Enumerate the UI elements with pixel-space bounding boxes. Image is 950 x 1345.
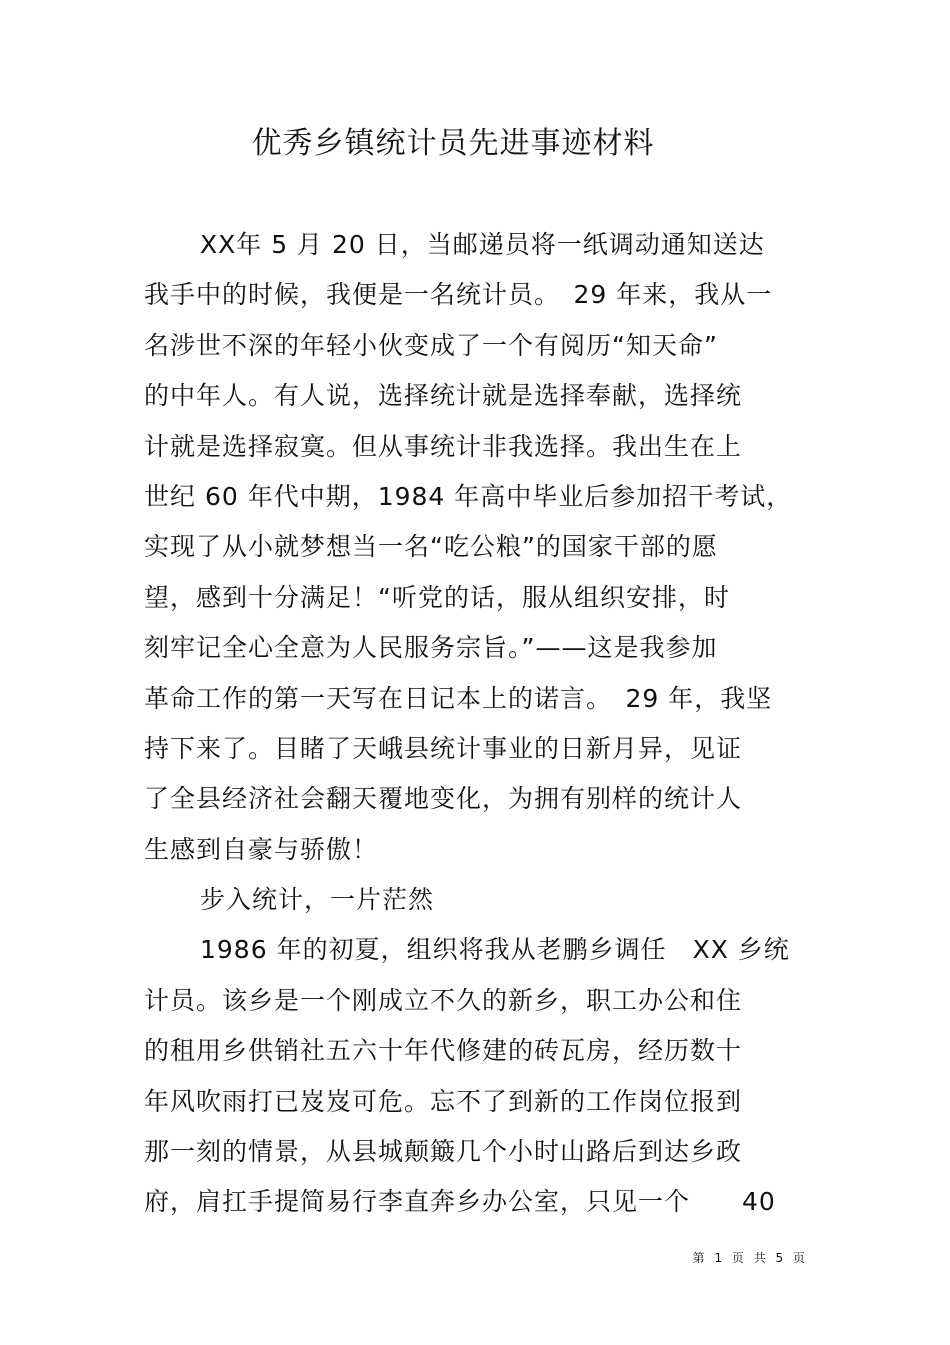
text-line: 府，肩扛手提简易行李直奔乡办公室，只见一个 40	[144, 1187, 776, 1217]
text-line: 我手中的时候，我便是一名统计员。 29 年来，我从一	[144, 280, 773, 310]
text-line: 世纪 60 年代中期，1984 年高中毕业后参加招干考试，	[144, 481, 793, 511]
text-line: 的中年人。有人说，选择统计就是选择奉献，选择统	[144, 381, 743, 411]
page-footer: 第 1 页 共 5 页	[692, 1251, 808, 1265]
text-line: 计就是选择寂寞。但从事统计非我选择。我出生在上	[144, 431, 743, 461]
text-line: 1986 年的初夏，组织将我从老鹏乡调任 XX 乡统	[200, 935, 790, 965]
text-line: 刻牢记全心全意为人民服务宗旨。”——这是我参加	[144, 633, 718, 663]
text-line: 计员。该乡是一个刚成立不久的新乡，职工办公和住	[144, 985, 743, 1015]
text-line: XX年 5 月 20 日，当邮递员将一纸调动通知送达	[200, 230, 765, 259]
text-line: 那一刻的情景，从县城颠簸几个小时山路后到达乡政	[144, 1137, 743, 1167]
text-line: 望，感到十分满足！“听党的话，服从组织安排，时	[144, 582, 730, 612]
section-heading: 步入统计，一片茫然	[200, 885, 435, 915]
document-body	[144, 220, 824, 1228]
text-line: 生感到自豪与骄傲！	[144, 834, 379, 864]
text-line: 年风吹雨打已岌岌可危。忘不了到新的工作岗位报到	[144, 1086, 743, 1116]
text-line: 的租用乡供销社五六十年代修建的砖瓦房，经历数十	[144, 1036, 743, 1066]
document-title: 优秀乡镇统计员先进事迹材料	[251, 126, 655, 161]
text-line: 革命工作的第一天写在日记本上的诺言。 29 年，我坚	[144, 683, 773, 713]
text-line: 了全县经济社会翻天覆地变化，为拥有别样的统计人	[144, 784, 743, 814]
text-line: 实现了从小就梦想当一名“吃公粮”的国家干部的愿	[144, 532, 718, 562]
text-line: 名涉世不深的年轻小伙变成了一个有阅历“知天命”	[144, 330, 718, 360]
text-line: 持下来了。目睹了天峨县统计事业的日新月异，见证	[144, 733, 743, 763]
